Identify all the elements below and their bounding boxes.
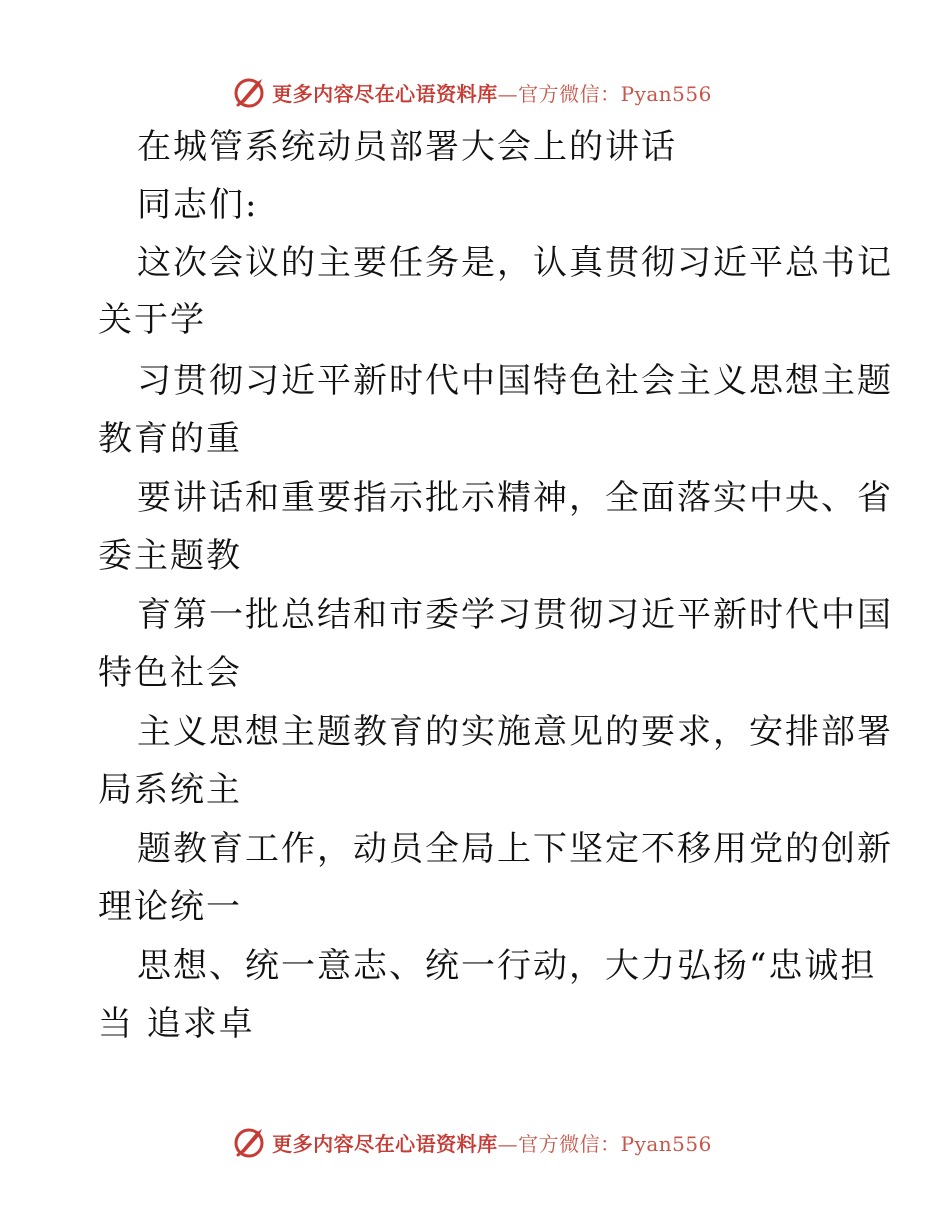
paragraph-line: 要讲话和重要指示批示精神，全面落实中央、省 (137, 478, 893, 518)
paragraph-line: 教育的重 (98, 419, 242, 459)
paragraph-line: 这次会议的主要任务是，认真贯彻习近平总书记 (137, 243, 893, 283)
paragraph-line: 题教育工作，动员全局上下坚定不移用党的创新 (137, 829, 893, 869)
banner-lead-text: 更多内容尽在心语资料库 (272, 1131, 498, 1156)
paragraph-line: 委主题教 (98, 536, 242, 576)
document-title: 在城管系统动员部署大会上的讲话 (137, 127, 677, 167)
header-banner (0, 72, 950, 112)
paragraph-line: 理论统一 (98, 887, 242, 927)
banner-contact-text: —官方微信：Pyan556 (497, 81, 712, 106)
salutation: 同志们: (137, 185, 259, 225)
paragraph-line: 当 追求卓 (98, 1004, 255, 1044)
paragraph-line: 思想、统一意志、统一行动，大力弘扬“忠诚担 (137, 946, 877, 986)
banner-lead-text: 更多内容尽在心语资料库 (272, 81, 498, 106)
paragraph-line: 局系统主 (98, 770, 242, 810)
paragraph-line: 特色社会 (98, 653, 242, 693)
banner-contact-text: —官方微信：Pyan556 (497, 1131, 712, 1156)
paragraph-line: 习贯彻习近平新时代中国特色社会主义思想主题 (137, 361, 893, 401)
footer-banner (0, 1122, 950, 1162)
paragraph-line: 主义思想主题教育的实施意见的要求，安排部署 (137, 712, 893, 752)
paragraph-line: 关于学 (98, 300, 206, 340)
pen-logo-icon (232, 75, 268, 109)
pen-logo-icon (232, 1125, 268, 1159)
paragraph-line: 育第一批总结和市委学习贯彻习近平新时代中国 (137, 595, 893, 635)
